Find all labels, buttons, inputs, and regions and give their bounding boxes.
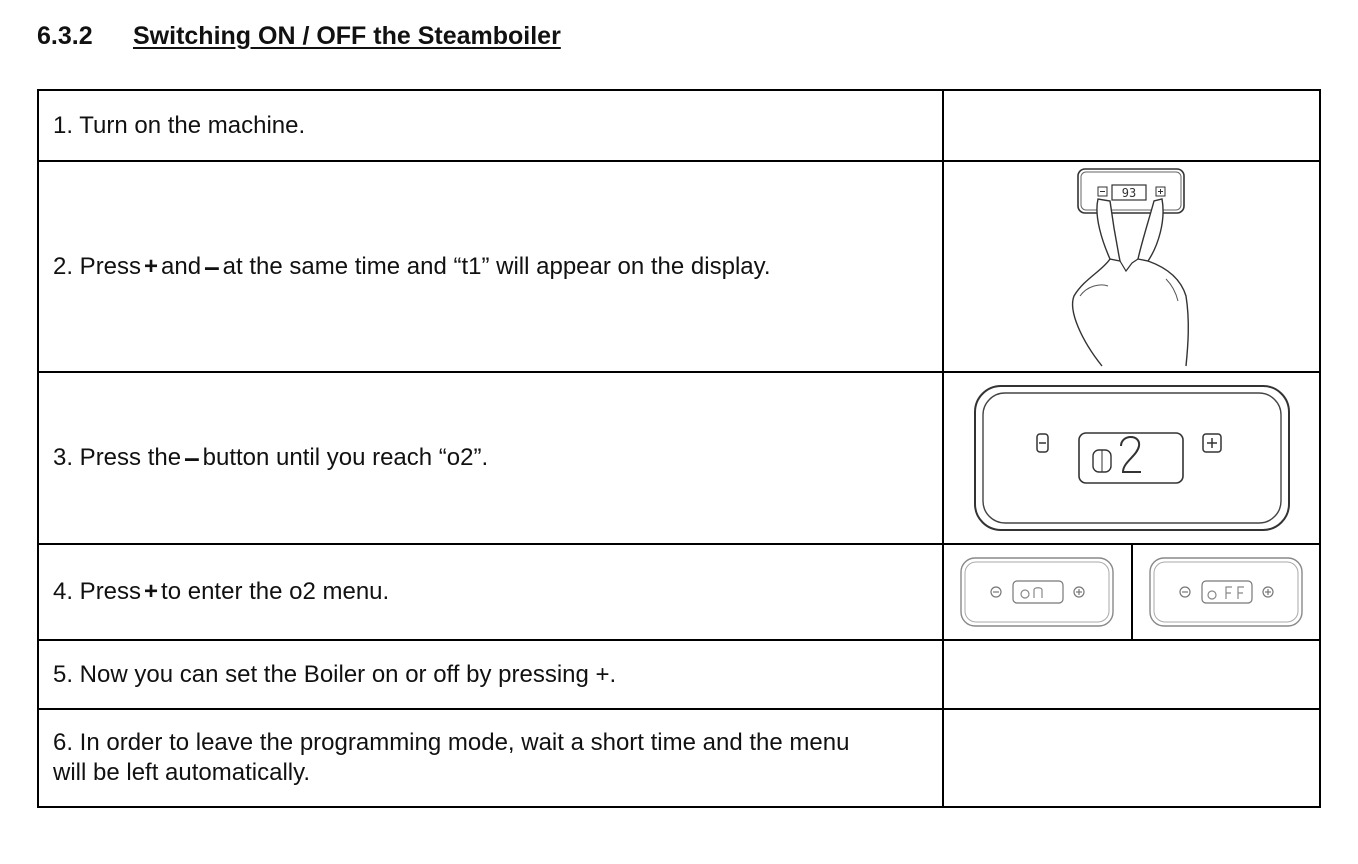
step-text — [39, 641, 944, 708]
section-number: 6.3.2 — [37, 22, 93, 50]
table-row — [39, 708, 1319, 806]
section-title: Switching ON / OFF the Steamboiler — [133, 22, 561, 50]
panel-on-off-cell — [944, 545, 1319, 639]
minus-symbol: – — [184, 442, 200, 473]
hand-illustration-cell — [944, 162, 1319, 371]
step-2-text-a: 2. Press — [53, 252, 142, 280]
empty-image-cell — [944, 91, 1319, 160]
step-3-text-b: button until you reach “o2”. — [202, 444, 489, 471]
empty-image-cell — [944, 710, 1319, 806]
svg-text:93: 93 — [1121, 186, 1136, 200]
panel-o2-cell — [944, 373, 1319, 543]
step-text — [39, 162, 944, 371]
plus-symbol: + — [144, 252, 159, 280]
section-heading — [37, 22, 561, 51]
hand-pressing-both-buttons-icon — [1062, 161, 1202, 372]
step-6-text: 6. In order to leave the programming mode, wait a short time and the menu will be left automatically. — [53, 729, 850, 786]
control-panel-display-icon — [973, 384, 1291, 532]
table-row — [39, 160, 1319, 371]
step-4-text-b: to enter the o2 menu. — [161, 578, 390, 605]
minus-symbol: – — [204, 250, 220, 282]
step-4-text-a: 4. Press — [53, 578, 142, 605]
step-2-text-b: and — [161, 252, 202, 280]
table-row — [39, 543, 1319, 639]
step-2-text-c: at the same time and “t1” will appear on the display. — [222, 252, 771, 280]
control-panel-display-icon — [1148, 556, 1304, 628]
panel-on-cell — [944, 545, 1131, 639]
step-1-text: 1. Turn on the machine. — [53, 111, 306, 139]
empty-image-cell — [944, 641, 1319, 708]
step-text — [39, 373, 944, 543]
step-5-text: 5. Now you can set the Boiler on or off by pressing +. — [53, 660, 617, 688]
step-3-text-a: 3. Press the — [53, 444, 182, 471]
table-row — [39, 639, 1319, 708]
panel-off-cell — [1131, 545, 1320, 639]
instructions-table — [37, 89, 1321, 808]
control-panel-display-icon — [959, 556, 1115, 628]
step-text — [39, 545, 944, 639]
table-row — [39, 91, 1319, 160]
step-text — [39, 91, 944, 160]
plus-symbol: + — [144, 578, 159, 605]
step-text — [39, 710, 944, 806]
table-row — [39, 371, 1319, 543]
